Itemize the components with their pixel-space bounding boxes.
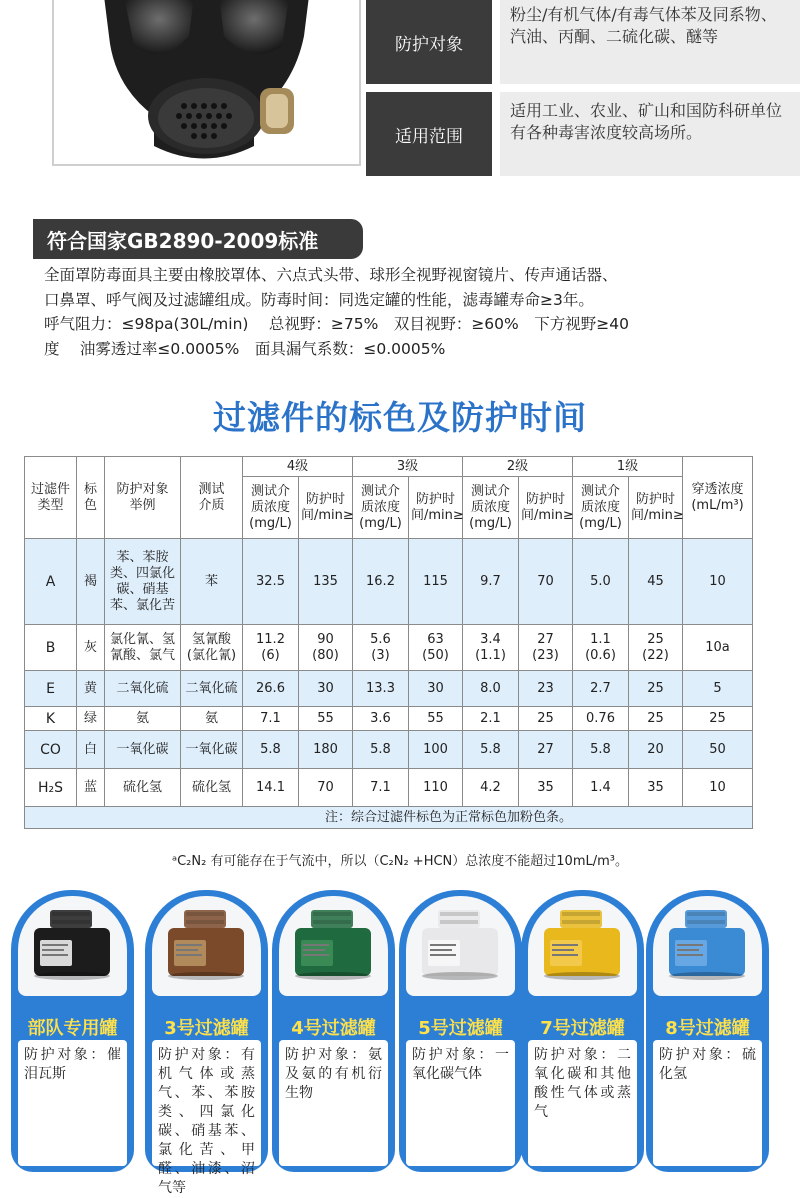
canister-photo — [152, 896, 261, 996]
cell-color: 灰 — [77, 625, 105, 671]
cell-color: 褐 — [77, 539, 105, 625]
cell-value: 7.1 — [353, 769, 409, 807]
table-row — [25, 671, 753, 707]
cell-value: 0.76 — [573, 707, 629, 731]
cell-value: 2.1 — [463, 707, 519, 731]
cell-value: 35 — [629, 769, 683, 807]
canister-photo — [528, 896, 637, 996]
spec-row-scope — [366, 92, 800, 176]
canister-name: 5号过滤罐 — [418, 1018, 503, 1039]
footnote: ᵃC₂N₂ 有可能存在于气流中，所以（C₂N₂ +HCN）总浓度不能超过10mL/m³。 — [172, 854, 628, 869]
canister-card — [11, 890, 134, 1172]
header-color: 标色 — [77, 457, 105, 539]
cell-value: 25 (22) — [629, 625, 683, 671]
canister-card — [646, 890, 769, 1172]
header-penetration: 穿透浓度(mL/m³) — [683, 457, 753, 539]
cell-type: CO — [25, 731, 77, 769]
cell-example: 氯化氰、氢氰酸、氯气 — [105, 625, 181, 671]
cell-value: 70 — [299, 769, 353, 807]
canister-card — [521, 890, 644, 1172]
filter-table — [24, 456, 753, 829]
subheader-concentration: 测试介质浓度(mg/L) — [463, 477, 519, 539]
spec-row-protection — [366, 0, 800, 84]
header-grade-1: 1级 — [573, 457, 683, 477]
cell-medium: 氢氰酸(氯化氰) — [181, 625, 243, 671]
cell-type: B — [25, 625, 77, 671]
cell-value: 14.1 — [243, 769, 299, 807]
cell-example: 硫化氢 — [105, 769, 181, 807]
description-line: 全面罩防毒面具主要由橡胶罩体、六点式头带、球形全视野视窗镜片、传声通话器、 — [44, 266, 618, 284]
cell-color: 蓝 — [77, 769, 105, 807]
cell-value: 55 — [299, 707, 353, 731]
cell-value: 16.2 — [353, 539, 409, 625]
cell-value: 70 — [519, 539, 573, 625]
standard-heading: 符合国家GB2890-2009标准 — [33, 219, 363, 259]
cell-value: 180 — [299, 731, 353, 769]
cell-value: 135 — [299, 539, 353, 625]
cell-value: 13.3 — [353, 671, 409, 707]
gas-mask-image — [54, 0, 359, 166]
cell-example: 一氧化碳 — [105, 731, 181, 769]
cell-penetration: 25 — [683, 707, 753, 731]
table-row — [25, 769, 753, 807]
cell-value: 55 — [409, 707, 463, 731]
cell-penetration: 10 — [683, 539, 753, 625]
spec-value: 粉尘/有机气体/有毒气体苯及同系物、汽油、丙酮、二硫化碳、醚等 — [500, 0, 800, 84]
cell-value: 5.8 — [243, 731, 299, 769]
canister-name: 7号过滤罐 — [540, 1018, 625, 1039]
subheader-concentration: 测试介质浓度(mg/L) — [573, 477, 629, 539]
cell-value: 5.8 — [353, 731, 409, 769]
cell-value: 30 — [299, 671, 353, 707]
cell-value: 23 — [519, 671, 573, 707]
cell-value: 3.6 — [353, 707, 409, 731]
cell-type: K — [25, 707, 77, 731]
cell-penetration: 50 — [683, 731, 753, 769]
cell-color: 绿 — [77, 707, 105, 731]
cell-medium: 二氧化硫 — [181, 671, 243, 707]
canister-card — [399, 890, 522, 1172]
canister-name: 部队专用罐 — [27, 1018, 118, 1039]
description-line: 度 油雾透过率≤0.0005% 面具漏气系数：≤0.0005% — [44, 339, 446, 358]
subheader-concentration: 测试介质浓度(mg/L) — [353, 477, 409, 539]
description-line: 口鼻罩、呼气阀及过滤罐组成。防毒时间：同选定罐的性能，滤毒罐寿命≥3年。 — [44, 290, 594, 309]
cell-medium: 苯 — [181, 539, 243, 625]
table-row — [25, 625, 753, 671]
canister-photo — [406, 896, 515, 996]
table-row — [25, 731, 753, 769]
header-grade-2: 2级 — [463, 457, 573, 477]
cell-value: 100 — [409, 731, 463, 769]
cell-value: 5.0 — [573, 539, 629, 625]
table-note: 注：综合过滤件标色为正常标色加粉色条。 — [25, 807, 753, 829]
cell-example: 二氧化硫 — [105, 671, 181, 707]
canister-photo — [653, 896, 762, 996]
product-description — [44, 263, 774, 361]
cell-value: 32.5 — [243, 539, 299, 625]
cell-value: 2.7 — [573, 671, 629, 707]
canister-description: 防护对象：催泪瓦斯 — [18, 1040, 127, 1166]
header-grade-4: 4级 — [243, 457, 353, 477]
description-line: 呼气阻力：≤98pa(30L/min) 总视野：≥75% 双目视野：≥60% 下方视野≥40 — [44, 315, 629, 333]
cell-value: 5.6 (3) — [353, 625, 409, 671]
cell-value: 35 — [519, 769, 573, 807]
header-grade-3: 3级 — [353, 457, 463, 477]
header-medium: 测试介质 — [181, 457, 243, 539]
cell-value: 110 — [409, 769, 463, 807]
cell-value: 11.2 (6) — [243, 625, 299, 671]
canister-name: 3号过滤罐 — [164, 1018, 249, 1039]
cell-color: 白 — [77, 731, 105, 769]
canister-description: 防护对象：一氧化碳气体 — [406, 1040, 515, 1166]
cell-value: 25 — [629, 671, 683, 707]
subheader-time: 防护时间/min≥ — [519, 477, 573, 539]
cell-value: 4.2 — [463, 769, 519, 807]
cell-type: E — [25, 671, 77, 707]
cell-value: 25 — [519, 707, 573, 731]
cell-color: 黄 — [77, 671, 105, 707]
canister-name: 8号过滤罐 — [665, 1018, 750, 1039]
table-title: 过滤件的标色及防护时间 — [213, 398, 587, 437]
cell-medium: 硫化氢 — [181, 769, 243, 807]
cell-value: 30 — [409, 671, 463, 707]
cell-medium: 氨 — [181, 707, 243, 731]
canister-card — [145, 890, 268, 1196]
cell-value: 27 (23) — [519, 625, 573, 671]
canister-description: 防护对象：氨及氨的有机衍生物 — [279, 1040, 388, 1166]
cell-value: 115 — [409, 539, 463, 625]
subheader-time: 防护时间/min≥ — [299, 477, 353, 539]
cell-value: 20 — [629, 731, 683, 769]
cell-example: 氨 — [105, 707, 181, 731]
canister-card — [272, 890, 395, 1172]
cell-value: 1.1 (0.6) — [573, 625, 629, 671]
subheader-concentration: 测试介质浓度(mg/L) — [243, 477, 299, 539]
header-type: 过滤件类型 — [25, 457, 77, 539]
cell-value: 27 — [519, 731, 573, 769]
cell-penetration: 10 — [683, 769, 753, 807]
cell-value: 26.6 — [243, 671, 299, 707]
spec-label: 防护对象 — [366, 0, 492, 84]
canister-name: 4号过滤罐 — [291, 1018, 376, 1039]
cell-value: 9.7 — [463, 539, 519, 625]
cell-value: 90 (80) — [299, 625, 353, 671]
spec-label: 适用范围 — [366, 92, 492, 176]
cell-value: 63 (50) — [409, 625, 463, 671]
canister-photo — [279, 896, 388, 996]
cell-value: 3.4 (1.1) — [463, 625, 519, 671]
cell-value: 7.1 — [243, 707, 299, 731]
cell-penetration: 5 — [683, 671, 753, 707]
canister-description: 防护对象：硫化氢 — [653, 1040, 762, 1166]
cell-type: A — [25, 539, 77, 625]
product-section — [0, 0, 800, 200]
spec-value: 适用工业、农业、矿山和国防科研单位有各种毒害浓度较高场所。 — [500, 92, 800, 176]
cell-medium: 一氧化碳 — [181, 731, 243, 769]
table-row — [25, 707, 753, 731]
subheader-time: 防护时间/min≥ — [629, 477, 683, 539]
cell-value: 8.0 — [463, 671, 519, 707]
canister-cards — [0, 880, 800, 1196]
cell-value: 45 — [629, 539, 683, 625]
cell-type: H₂S — [25, 769, 77, 807]
cell-value: 25 — [629, 707, 683, 731]
header-example: 防护对象举例 — [105, 457, 181, 539]
canister-description: 防护对象：二氧化碳和其他酸性气体或蒸气 — [528, 1040, 637, 1166]
cell-value: 5.8 — [463, 731, 519, 769]
cell-example: 苯、苯胺类、四氯化碳、硝基苯、氯化苦 — [105, 539, 181, 625]
cell-value: 5.8 — [573, 731, 629, 769]
canister-photo — [18, 896, 127, 996]
mask-photo — [52, 0, 361, 166]
cell-penetration: 10a — [683, 625, 753, 671]
subheader-time: 防护时间/min≥ — [409, 477, 463, 539]
cell-value: 1.4 — [573, 769, 629, 807]
canister-description: 防护对象：有机气体或蒸气、苯、苯胺类、四氯化碳、硝基苯、氯化苦、甲醛、油漆、沼气等 — [152, 1040, 261, 1166]
table-row — [25, 539, 753, 625]
